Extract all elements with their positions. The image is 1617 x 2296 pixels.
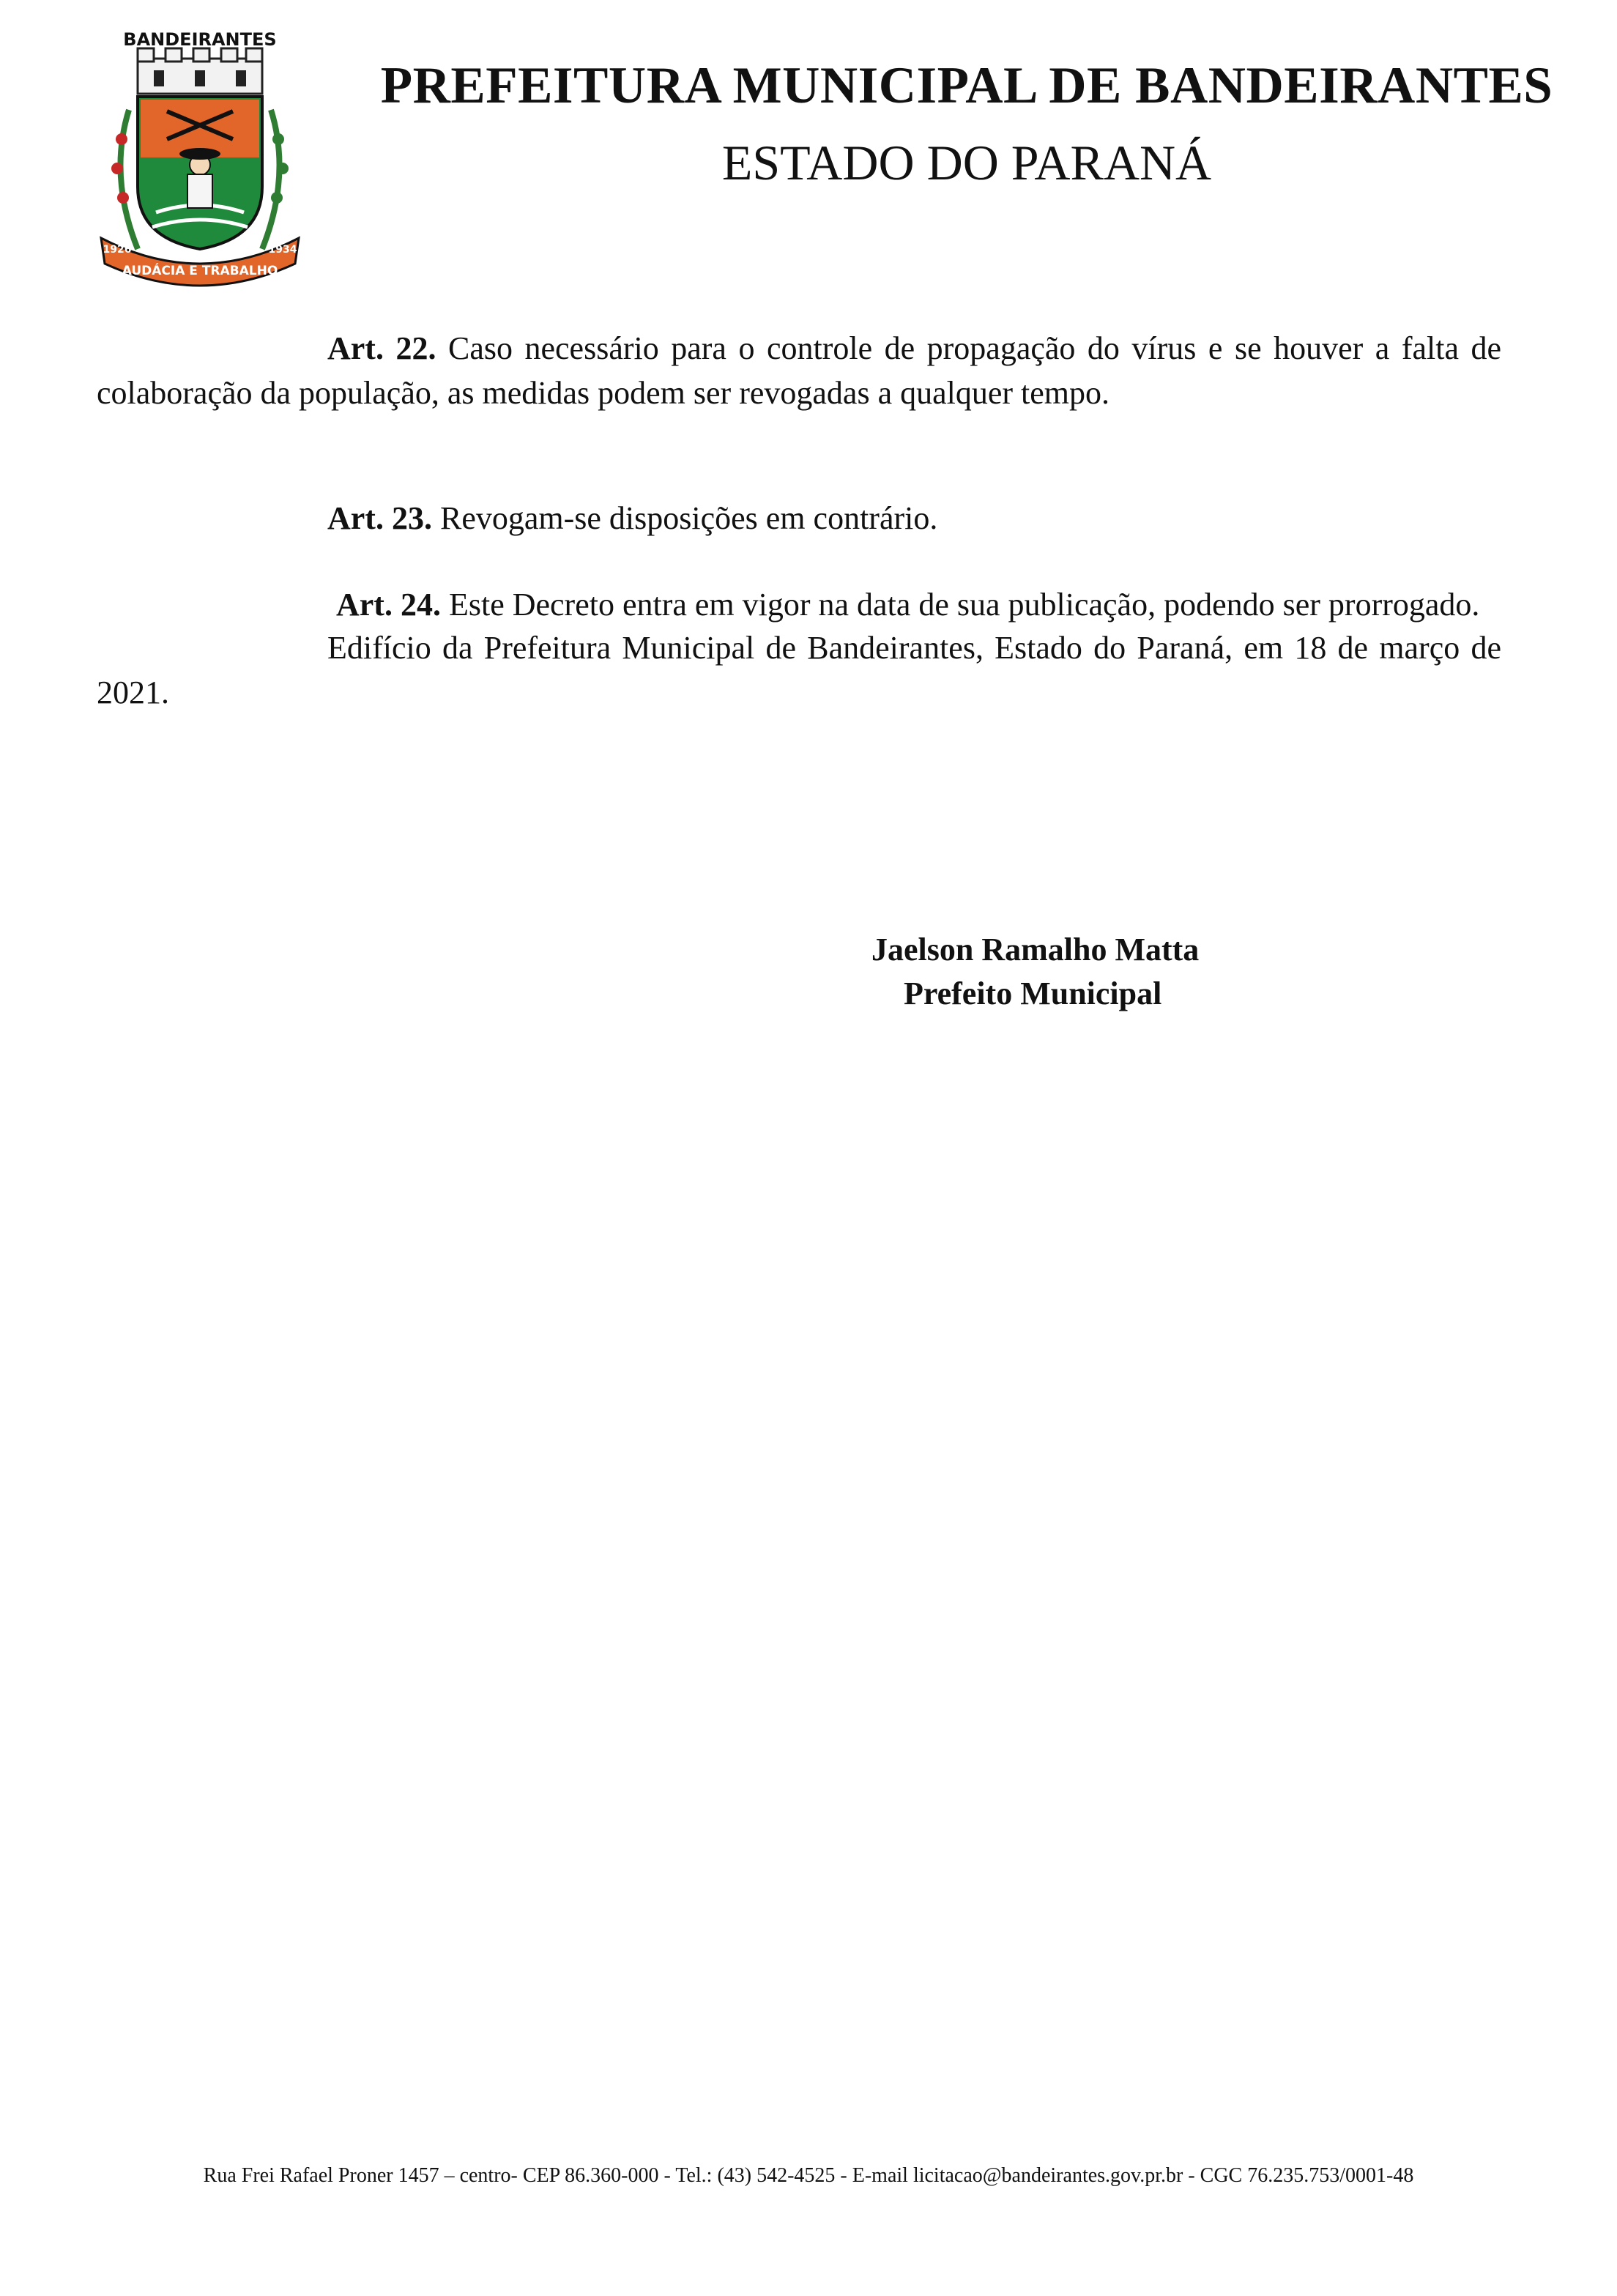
closing-paragraph	[97, 625, 1501, 715]
article-22-label: Art. 22.	[327, 330, 436, 366]
crest-year-right: 1934	[268, 244, 297, 256]
article-24-text: Este Decreto entra em vigor na data de sua publicação, podendo ser prorrogado.	[448, 587, 1480, 623]
mural-crown-icon	[138, 48, 262, 94]
shield-icon	[138, 97, 262, 249]
header-subtitle: ESTADO DO PARANÁ	[721, 135, 1212, 190]
signatory-title: Prefeito Municipal	[904, 976, 1162, 1011]
signatory-name: Jaelson Ramalho Matta	[871, 932, 1200, 967]
article-23-label: Art. 23.	[327, 500, 432, 536]
crest-motto: AUDÁCIA E TRABALHO	[122, 264, 278, 278]
article-23-text: Revogam-se disposições em contrário.	[439, 500, 938, 536]
closing-text: Edifício da Prefeitura Municipal de Bandeirantes, Estado do Paraná, em 18 de março de 2021.	[97, 630, 1501, 710]
article-24	[336, 582, 1479, 627]
article-22-text: Caso necessário para o controle de propagação do vírus e se houver a falta de colaboração da população, as medidas podem ser revogadas a qualquer tempo.	[97, 330, 1502, 411]
article-24-label: Art. 24.	[336, 587, 441, 623]
header-title: PREFEITURA MUNICIPAL DE BANDEIRANTES	[380, 57, 1553, 114]
article-23	[327, 496, 937, 540]
coat-of-arms-logo	[86, 29, 313, 300]
footer-address: Rua Frei Rafael Proner 1457 – centro- CEP 86.360-000 - Tel.: (43) 542-4525 - E-mail licitacao@bandeirantes.gov.pr.br - CGC 76.235.753/0001-48	[203, 2164, 1414, 2187]
crest-banner-text: BANDEIRANTES	[123, 29, 277, 50]
article-22	[97, 326, 1501, 415]
crest-year-left: 1926	[103, 244, 132, 256]
